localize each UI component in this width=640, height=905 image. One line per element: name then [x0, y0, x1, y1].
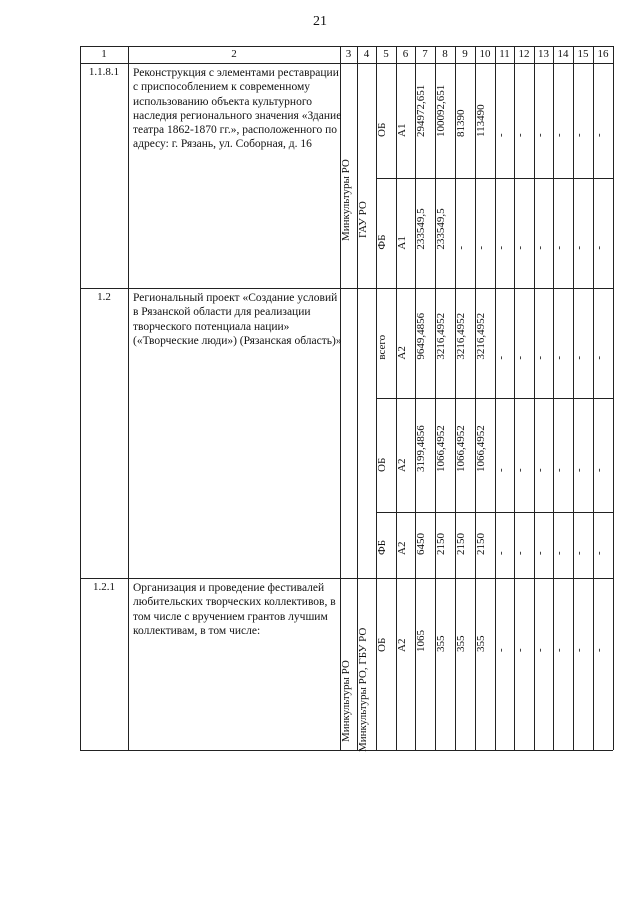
cell-c7: 1065: [415, 630, 427, 652]
column-number: 16: [597, 48, 609, 60]
cell-dash: -: [553, 133, 565, 137]
row-number: 1.1.8.1: [88, 66, 120, 78]
cell-src: ОБ: [376, 637, 388, 652]
cell-code: А2: [396, 638, 408, 652]
cell-dash: -: [534, 133, 546, 137]
table-rule: [455, 46, 456, 63]
table-rule: [128, 46, 129, 63]
cell-dash: -: [593, 355, 605, 360]
table-rule: [534, 46, 535, 63]
column-number: 1: [101, 48, 107, 60]
cell-dash: -: [593, 551, 605, 555]
cell-dash: -: [514, 551, 526, 555]
cell-dash: -: [553, 551, 565, 555]
cell-c7: 3199,4856: [415, 425, 427, 472]
implementing-agency: Минкультуры РО, ГБУ РО: [357, 627, 369, 752]
column-number: 6: [402, 48, 409, 60]
cell-c9: 355: [455, 635, 467, 652]
cell-dash: -: [573, 551, 585, 555]
cell-dash: -: [514, 648, 526, 652]
cell-dash: -: [593, 133, 605, 137]
responsible-executor: [340, 292, 357, 452]
cell-c7: 6450: [415, 533, 427, 555]
table-rule: [514, 46, 515, 63]
row-description: Региональный проект «Создание условий в Рязанской области для реализации творческого потенциала нации» («Творческие люди») (Рязанская область)»: [133, 292, 342, 347]
implementing-agency: [357, 292, 376, 462]
cell-code: А1: [396, 123, 408, 137]
cell-dash: -: [495, 245, 507, 250]
cell-c8: 355: [435, 635, 447, 652]
cell-dash: -: [534, 551, 546, 555]
cell-code: А2: [396, 541, 408, 555]
responsible-executor: Минкультуры РО: [340, 660, 352, 742]
cell-c9: 2150: [455, 533, 467, 555]
column-number: 15: [577, 48, 589, 60]
cell-dash: -: [514, 133, 526, 137]
column-number: 12: [518, 48, 530, 60]
cell-src: ОБ: [376, 457, 388, 472]
cell-c7: 9649,4856: [415, 312, 427, 360]
cell-code: А2: [396, 346, 408, 360]
table-rule: [376, 46, 377, 63]
cell-src: ОБ: [376, 122, 388, 137]
cell-code: А1: [396, 236, 408, 250]
column-number: 10: [479, 48, 491, 60]
column-number: 8: [442, 48, 448, 60]
cell-dash: -: [534, 355, 546, 360]
cell-c7: 233549,5: [415, 208, 427, 250]
row-number: 1.2.1: [93, 581, 115, 593]
cell-dash: -: [553, 468, 565, 472]
cell-dash: -: [593, 468, 605, 472]
cell-c8: 100092,651: [435, 84, 447, 137]
cell-c9: -: [455, 245, 467, 250]
table-rule: [593, 46, 594, 63]
cell-dash: -: [593, 245, 605, 250]
cell-dash: -: [573, 245, 585, 250]
table-rule: [553, 46, 554, 63]
cell-dash: -: [534, 648, 546, 652]
cell-dash: -: [593, 648, 605, 652]
column-number: 2: [231, 48, 237, 60]
table-rule: [80, 46, 81, 63]
column-number: 13: [538, 48, 549, 60]
cell-c8: 2150: [435, 533, 447, 555]
cell-dash: -: [495, 551, 507, 555]
column-number: 9: [462, 48, 468, 60]
cell-c9: 1066,4952: [455, 425, 467, 472]
table-rule: [80, 63, 81, 750]
table-rule: [475, 46, 476, 63]
table-rule: [613, 46, 614, 63]
cell-c9: 3216,4952: [455, 312, 467, 360]
cell-c8: 1066,4952: [435, 425, 447, 472]
cell-dash: -: [553, 245, 565, 250]
cell-c9: 81390: [455, 109, 467, 137]
cell-c7: 294972,651: [415, 84, 427, 137]
cell-dash: -: [495, 648, 507, 652]
cell-dash: -: [534, 468, 546, 472]
column-number: 14: [557, 48, 569, 60]
cell-src: ФБ: [376, 539, 388, 555]
cell-dash: -: [495, 133, 507, 137]
cell-c10: 2150: [475, 533, 487, 555]
cell-dash: -: [573, 468, 585, 472]
table-rule: [613, 63, 614, 750]
table-rule: [495, 46, 496, 63]
row-number: 1.2: [97, 291, 111, 303]
cell-dash: -: [553, 648, 565, 652]
cell-dash: -: [573, 355, 585, 360]
table-rule: [415, 46, 416, 63]
column-number: 3: [345, 48, 352, 60]
row-description: Реконструкция с элементами реставрации с приспособлением к современному использованию объекта культурного наследия регионального значения «Здание театра 1862-1870 гг.», расположенного по адресу: г. Рязань, ул. Соборная, д. 16: [133, 67, 342, 151]
table-rule: [573, 46, 574, 63]
cell-dash: -: [514, 245, 526, 250]
cell-dash: -: [553, 355, 565, 360]
column-number: 11: [499, 48, 510, 60]
cell-dash: -: [514, 355, 526, 360]
page-number: 21: [313, 14, 327, 29]
cell-code: А2: [396, 458, 408, 472]
column-number: 4: [363, 48, 370, 60]
cell-c10: 355: [475, 635, 487, 652]
cell-dash: -: [495, 468, 507, 472]
table-rule: [128, 63, 129, 750]
column-number: 7: [422, 48, 428, 60]
cell-c10: 113490: [475, 104, 487, 137]
cell-dash: -: [573, 133, 585, 137]
column-number: 5: [383, 48, 389, 60]
cell-c8: 3216,4952: [435, 312, 447, 360]
table-rule: [340, 46, 341, 63]
table-rule: [357, 46, 358, 63]
cell-src: всего: [376, 334, 388, 360]
table-rule: [80, 750, 613, 751]
cell-dash: -: [573, 648, 585, 652]
responsible-executor: Минкультуры РО: [340, 159, 352, 241]
cell-c10: 3216,4952: [475, 312, 487, 360]
implementing-agency: ГАУ РО: [357, 201, 369, 238]
table-rule: [396, 46, 397, 63]
cell-c10: -: [475, 245, 487, 250]
cell-src: ФБ: [376, 234, 388, 250]
cell-dash: -: [534, 245, 546, 250]
cell-c8: 233549,5: [435, 208, 447, 250]
cell-dash: -: [495, 355, 507, 360]
table-rule: [435, 46, 436, 63]
cell-dash: -: [514, 468, 526, 472]
row-description: Организация и проведение фестивалей любительских творческих коллективов, в том числе с вручением грантов лучшим коллективам, в том числе:: [133, 582, 336, 637]
cell-c10: 1066,4952: [475, 425, 487, 472]
